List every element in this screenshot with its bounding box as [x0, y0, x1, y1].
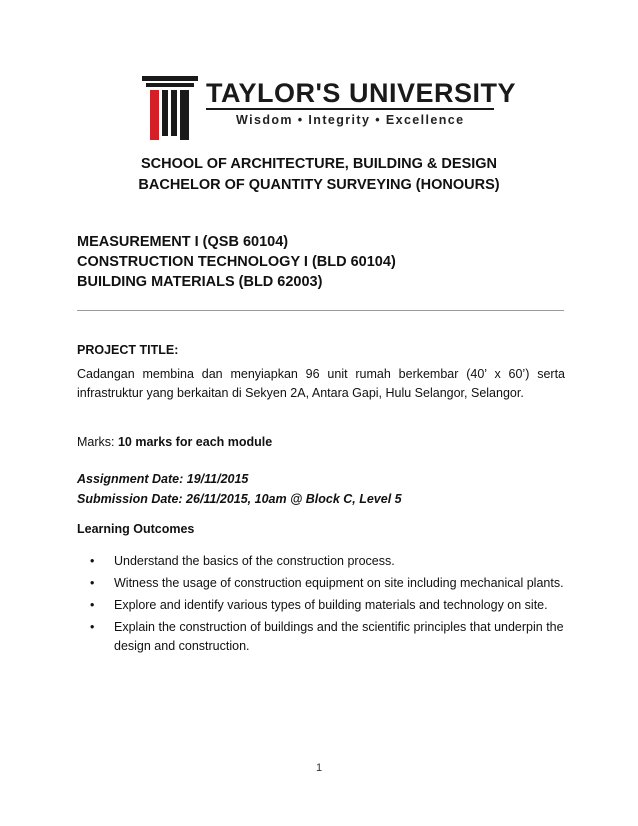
bullet-icon: •: [90, 598, 95, 612]
marks-label: Marks:: [77, 435, 118, 449]
submission-date: Submission Date: 26/11/2015, 10am @ Block C, Level 5: [77, 492, 402, 506]
module-construction-technology: CONSTRUCTION TECHNOLOGY I (BLD 60104): [77, 254, 396, 270]
bullet-icon: •: [90, 554, 95, 568]
marks-line: [77, 435, 272, 449]
project-title-line: infrastruktur yang berkaitan di Sekyen 2A, Antara Gapi, Hulu Selangor, Selangor.: [77, 386, 524, 400]
university-emblem: [140, 76, 200, 146]
list-item: [90, 618, 565, 656]
list-item: [90, 596, 565, 615]
project-title-label: PROJECT TITLE:: [77, 343, 179, 357]
learning-outcomes-list: [90, 552, 565, 659]
school-name: SCHOOL OF ARCHITECTURE, BUILDING & DESIGN: [140, 156, 498, 172]
list-item-text: Understand the basics of the construction process.: [114, 554, 395, 568]
bullet-icon: •: [90, 576, 95, 590]
module-measurement: MEASUREMENT I (QSB 60104): [77, 234, 289, 250]
project-title-line: Cadangan membina dan menyiapkan 96 unit rumah berkembar (40’ x 60’) serta: [77, 367, 565, 381]
list-item: [90, 574, 565, 593]
logo-tagline: Wisdom • Integrity • Excellence: [236, 113, 465, 127]
section-divider: [77, 310, 564, 311]
marks-value: 10 marks for each module: [117, 435, 273, 449]
page-number: 1: [315, 762, 323, 774]
list-item-text: Witness the usage of construction equipment on site including mechanical plants.: [114, 576, 564, 590]
programme-name: BACHELOR OF QUANTITY SURVEYING (HONOURS): [138, 177, 500, 193]
university-logo: [140, 76, 516, 146]
list-item-text: Explain the construction of buildings and the scientific principles that underpin the design and construction.: [114, 620, 564, 653]
project-title-text: [77, 365, 565, 403]
learning-outcomes-title: Learning Outcomes: [77, 522, 195, 536]
assignment-date: Assignment Date: 19/11/2015: [77, 472, 249, 486]
logo-rule: [206, 108, 494, 110]
module-building-materials: BUILDING MATERIALS (BLD 62003): [77, 274, 323, 290]
logo-wordmark: TAYLOR'S UNIVERSITY: [206, 78, 516, 108]
list-item: [90, 552, 565, 571]
list-item-text: Explore and identify various types of building materials and technology on site.: [114, 598, 548, 612]
bullet-icon: •: [90, 620, 95, 634]
